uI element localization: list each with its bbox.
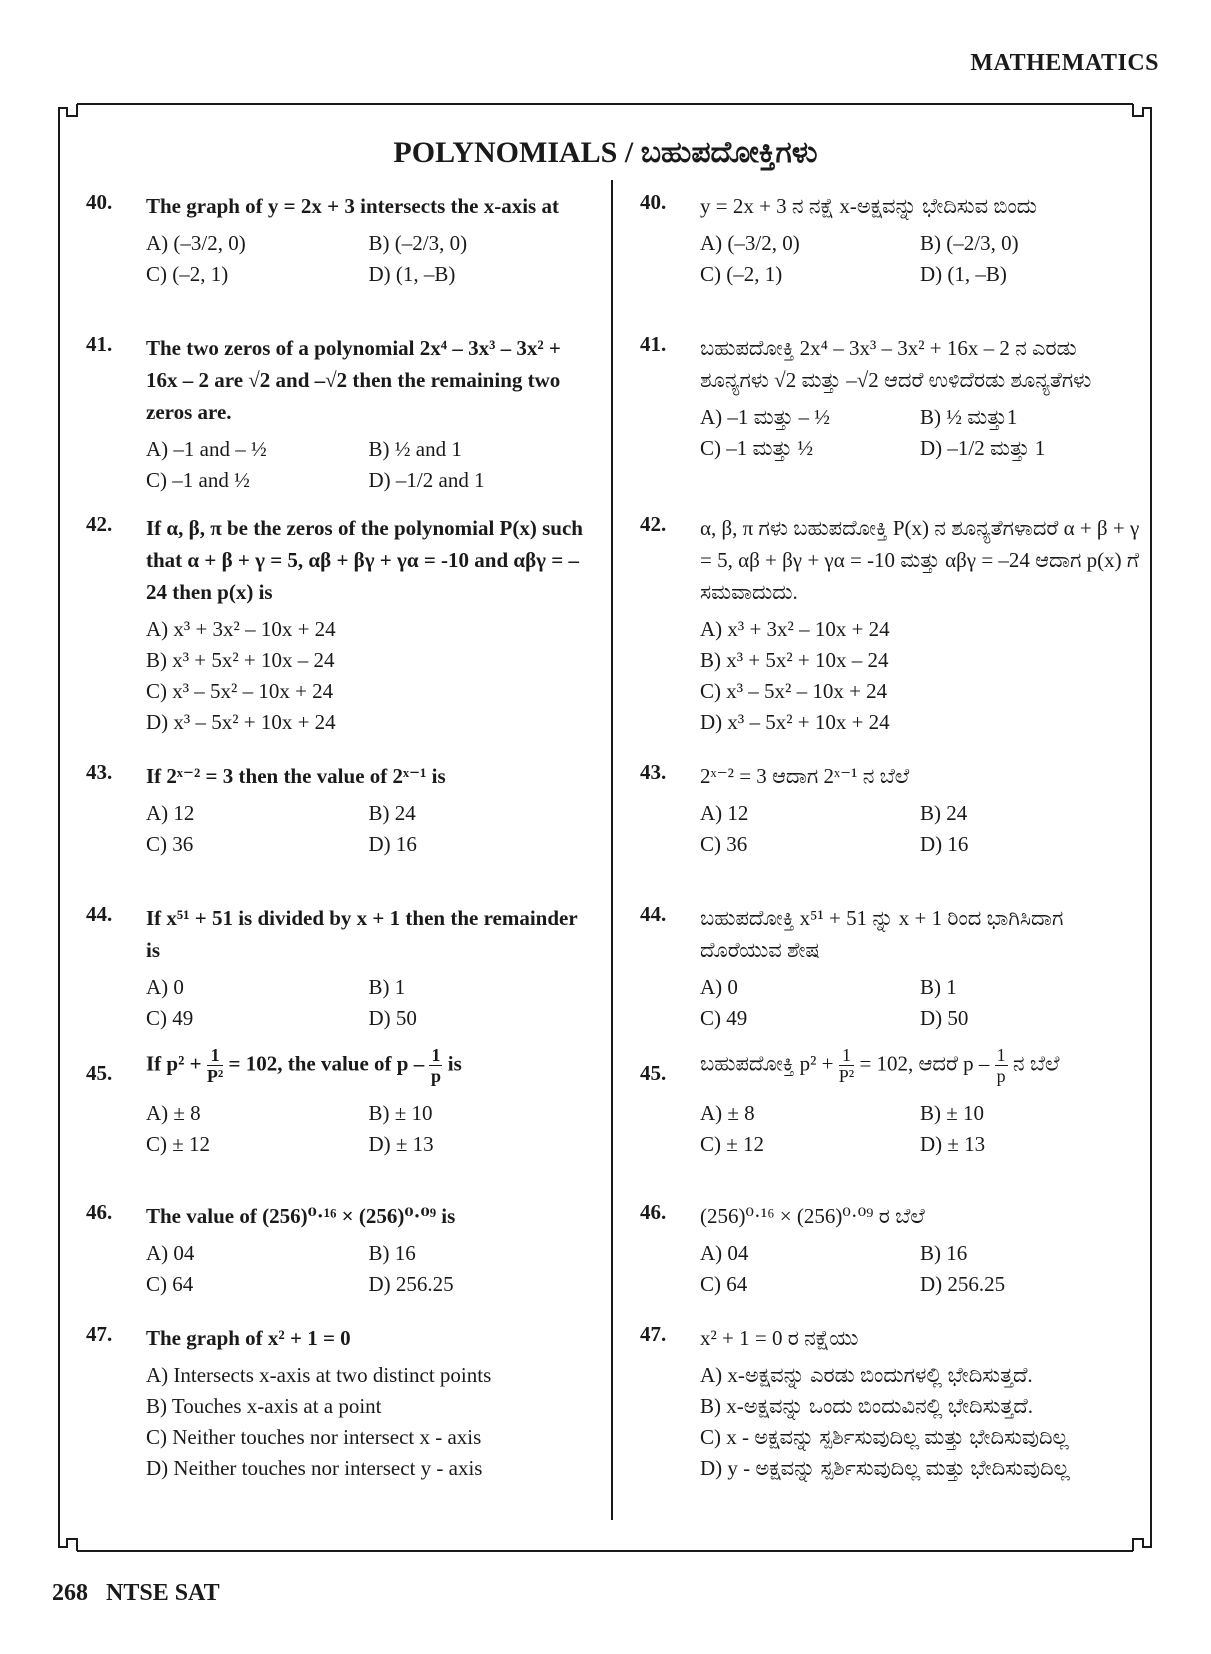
options <box>700 974 1140 1032</box>
options <box>146 800 591 858</box>
option-c: C) 64 <box>146 1272 194 1296</box>
question-number: 40. <box>86 190 113 214</box>
question-46-en <box>86 1200 591 1298</box>
option-a: A) (–3/2, 0) <box>146 231 246 255</box>
options <box>700 1362 1140 1482</box>
option-a: A) 12 <box>146 801 195 825</box>
fraction-numerator: 1 <box>431 1045 441 1065</box>
option-c: C) 36 <box>700 832 748 856</box>
option-a: A) –1 ಮತ್ತು – ½ <box>700 405 830 429</box>
option-b: B) 16 <box>920 1241 968 1265</box>
question-44-kn <box>640 902 1140 1032</box>
question-number: 41. <box>640 332 667 356</box>
option-a: A) –1 and – ½ <box>146 437 267 461</box>
options <box>146 616 591 736</box>
option-a: A) x-ಅಕ್ಷವನ್ನು ಎರಡು ಬಿಂದುಗಳಲ್ಲಿ ಭೇದಿಸುತ್ತದೆ. <box>700 1363 1033 1387</box>
option-d: D) (1, –B) <box>368 262 456 286</box>
question-number: 47. <box>86 1322 113 1346</box>
option-d: D) x³ – 5x² + 10x + 24 <box>146 710 336 734</box>
option-d: D) (1, –B) <box>920 262 1007 286</box>
option-d: D) y - ಅಕ್ಷವನ್ನು ಸ್ಪರ್ಶಿಸುವುದಿಲ್ಲ ಮತ್ತು ಭೇದಿಸುವುದಿಲ್ಲ <box>700 1456 1070 1480</box>
option-c: C) –1 ಮತ್ತು ½ <box>700 436 814 460</box>
option-b: B) (–2/3, 0) <box>368 231 468 255</box>
options <box>700 800 1140 858</box>
question-text: The graph of x² + 1 = 0 <box>146 1326 351 1350</box>
question-text: ಬಹುಪದೋಕ್ತಿ 2x⁴ – 3x³ – 3x² + 16x – 2 ನ ಎರಡು ಶೂನ್ಯಗಳು √2 ಮತ್ತು –√2 ಆದರೆ ಉಳಿದೆರಡು ಶೂನ್ಯತೆಗಳು <box>700 336 1092 392</box>
options <box>700 1240 1140 1298</box>
question-text: If x⁵¹ + 51 is divided by x + 1 then the remainder is <box>146 906 578 962</box>
options <box>700 616 1140 736</box>
question-text: If 2ˣ⁻² = 3 then the value of 2ˣ⁻¹ is <box>146 764 446 788</box>
options <box>146 1362 591 1482</box>
question-text: (256)⁰·¹⁶ × (256)⁰·⁰⁹ ರ ಬೆಲೆ <box>700 1204 925 1228</box>
option-d: D) 256.25 <box>368 1272 454 1296</box>
question-number: 44. <box>640 902 667 926</box>
fraction <box>995 1045 1008 1086</box>
option-d: D) 16 <box>920 832 969 856</box>
question-text <box>146 1045 591 1086</box>
question-number: 43. <box>86 760 113 784</box>
option-a: A) ± 8 <box>146 1101 201 1125</box>
option-a: A) 04 <box>146 1241 195 1265</box>
fraction <box>429 1045 442 1086</box>
options <box>146 436 591 494</box>
question-text: The value of (256)⁰·¹⁶ × (256)⁰·⁰⁹ is <box>146 1204 456 1228</box>
question-44-en <box>86 902 591 1032</box>
option-d: D) –1/2 ಮತ್ತು 1 <box>920 436 1046 460</box>
options <box>700 404 1140 462</box>
option-a: A) Intersects x-axis at two distinct points <box>146 1363 492 1387</box>
option-c: C) x - ಅಕ್ಷವನ್ನು ಸ್ಪರ್ಶಿಸುವುದಿಲ್ಲ ಮತ್ತು ಭೇದಿಸುವುದಿಲ್ಲ <box>700 1425 1069 1449</box>
question-number: 44. <box>86 902 113 926</box>
fraction-numerator: 1 <box>996 1045 1006 1065</box>
option-d: D) 256.25 <box>920 1272 1006 1296</box>
option-a: A) 12 <box>700 801 749 825</box>
fraction-denominator: P² <box>838 1066 855 1086</box>
option-b: B) x-ಅಕ್ಷವನ್ನು ಒಂದು ಬಿಂದುವಿನಲ್ಲಿ ಭೇದಿಸುತ್ತದೆ. <box>700 1394 1033 1418</box>
option-a: A) 04 <box>700 1241 749 1265</box>
option-a: A) x³ + 3x² – 10x + 24 <box>700 617 890 641</box>
question-47-kn <box>640 1322 1140 1482</box>
option-b: B) 16 <box>368 1241 416 1265</box>
fraction <box>207 1045 223 1086</box>
question-46-kn <box>640 1200 1140 1298</box>
option-a: A) x³ + 3x² – 10x + 24 <box>146 617 336 641</box>
question-text-part: If p² + <box>146 1051 202 1076</box>
page-number: 268 <box>52 1580 88 1606</box>
question-45-en <box>86 1045 591 1158</box>
question-number: 41. <box>86 332 113 356</box>
options <box>700 230 1140 288</box>
option-c: C) (–2, 1) <box>700 262 783 286</box>
question-number: 42. <box>640 512 667 536</box>
question-41-en <box>86 332 591 494</box>
question-text: ಬಹುಪದೋಕ್ತಿ x⁵¹ + 51 ನ್ನು x + 1 ರಿಂದ ಭಾಗಿಸಿದಾಗ ದೊರೆಯುವ ಶೇಷ <box>700 906 1064 962</box>
options <box>700 1100 1140 1158</box>
fraction-numerator: 1 <box>207 1045 223 1066</box>
option-b: B) ± 10 <box>920 1101 985 1125</box>
option-d: D) 16 <box>368 832 417 856</box>
question-43-en <box>86 760 591 858</box>
option-b: B) 1 <box>368 975 406 999</box>
question-42-kn <box>640 512 1140 736</box>
option-b: B) ½ ಮತ್ತು1 <box>920 405 1018 429</box>
column-divider <box>611 180 613 1520</box>
question-text: The graph of y = 2x + 3 intersects the x-axis at <box>146 194 559 218</box>
option-d: D) 50 <box>368 1006 417 1030</box>
page-footer <box>52 1580 220 1607</box>
question-text-part: is <box>447 1051 462 1076</box>
option-c: C) 49 <box>146 1006 194 1030</box>
question-text: α, β, π ಗಳು ಬಹುಪದೋಕ್ತಿ P(x) ನ ಶೂನ್ಯತೆಗಳಾದರೆ α + β + γ = 5, αβ + βγ + γα = -10 ಮತ್ತು αβγ = –24 ಆದಾಗ p(x) ಗೆ ಸಮವಾದುದು. <box>700 516 1140 604</box>
options <box>146 974 591 1032</box>
option-b: B) x³ + 5x² + 10x – 24 <box>700 648 889 672</box>
option-d: D) 50 <box>920 1006 969 1030</box>
question-number: 46. <box>640 1200 667 1224</box>
option-a: A) ± 8 <box>700 1101 755 1125</box>
option-a: A) (–3/2, 0) <box>700 231 800 255</box>
question-number: 46. <box>86 1200 113 1224</box>
option-b: B) ± 10 <box>368 1101 433 1125</box>
option-b: B) 24 <box>368 801 416 825</box>
option-c: C) –1 and ½ <box>146 468 250 492</box>
option-c: C) 49 <box>700 1006 748 1030</box>
option-b: B) (–2/3, 0) <box>920 231 1019 255</box>
question-43-kn <box>640 760 1140 858</box>
question-41-kn <box>640 332 1140 462</box>
option-b: B) Touches x-axis at a point <box>146 1394 382 1418</box>
option-c: C) (–2, 1) <box>146 262 229 286</box>
question-number: 47. <box>640 1322 667 1346</box>
option-c: C) 36 <box>146 832 194 856</box>
question-number: 40. <box>640 190 667 214</box>
question-number: 45. <box>640 1061 667 1085</box>
option-a: A) 0 <box>146 975 184 999</box>
option-c: C) ± 12 <box>700 1132 765 1156</box>
fraction-denominator: P² <box>206 1066 224 1086</box>
option-b: B) x³ + 5x² + 10x – 24 <box>146 648 335 672</box>
option-c: C) Neither touches nor intersect x - axis <box>146 1425 482 1449</box>
option-d: D) Neither touches nor intersect y - axis <box>146 1456 483 1480</box>
options <box>146 1100 591 1158</box>
question-text-part: = 102, ಆದರೆ p – <box>859 1051 990 1076</box>
option-d: D) –1/2 and 1 <box>368 468 485 492</box>
question-40-kn <box>640 190 1140 288</box>
question-text <box>700 1045 1140 1086</box>
fraction-denominator: p <box>996 1066 1006 1086</box>
question-40-en <box>86 190 591 288</box>
fraction <box>839 1045 854 1086</box>
question-45-kn <box>640 1045 1140 1158</box>
question-text: 2ˣ⁻² = 3 ಆದಾಗ 2ˣ⁻¹ ನ ಬೆಲೆ <box>700 764 910 788</box>
option-c: C) x³ – 5x² – 10x + 24 <box>146 679 334 703</box>
option-c: C) ± 12 <box>146 1132 211 1156</box>
option-b: B) ½ and 1 <box>368 437 462 461</box>
page-title: POLYNOMIALS / ಬಹುಪದೋಕ್ತಿಗಳು <box>393 136 818 169</box>
question-number: 42. <box>86 512 113 536</box>
option-a: A) 0 <box>700 975 738 999</box>
fraction-numerator: 1 <box>839 1045 854 1066</box>
option-c: C) 64 <box>700 1272 748 1296</box>
question-number: 45. <box>86 1061 113 1085</box>
option-d: D) ± 13 <box>920 1132 986 1156</box>
options <box>146 230 591 288</box>
question-text-part: = 102, the value of p – <box>228 1051 425 1076</box>
question-text: If α, β, π be the zeros of the polynomial P(x) such that α + β + γ = 5, αβ + βγ + γα = -10 and αβγ = –24 then p(x) is <box>146 516 583 604</box>
question-text: y = 2x + 3 ನ ನಕ್ಷೆ x-ಅಕ್ಷವನ್ನು ಭೇದಿಸುವ ಬಿಂದು <box>700 194 1037 218</box>
question-text-part: ಬಹುಪದೋಕ್ತಿ p² + <box>700 1051 834 1076</box>
question-number: 43. <box>640 760 667 784</box>
fraction-denominator: p <box>430 1066 441 1086</box>
option-d: D) ± 13 <box>368 1132 434 1156</box>
book-title: NTSE SAT <box>106 1580 220 1606</box>
question-text: x² + 1 = 0 ರ ನಕ್ಷೆಯು <box>700 1326 859 1350</box>
option-c: C) x³ – 5x² – 10x + 24 <box>700 679 888 703</box>
option-b: B) 1 <box>920 975 957 999</box>
question-text-part: ನ ಬೆಲೆ <box>1012 1051 1060 1076</box>
question-text: The two zeros of a polynomial 2x⁴ – 3x³ – 3x² + 16x – 2 are √2 and –√2 then the remaining two zeros are. <box>146 336 561 424</box>
options <box>146 1240 591 1298</box>
option-d: D) x³ – 5x² + 10x + 24 <box>700 710 890 734</box>
question-47-en <box>86 1322 591 1482</box>
subject-header: MATHEMATICS <box>970 50 1159 76</box>
option-b: B) 24 <box>920 801 968 825</box>
question-42-en <box>86 512 591 736</box>
